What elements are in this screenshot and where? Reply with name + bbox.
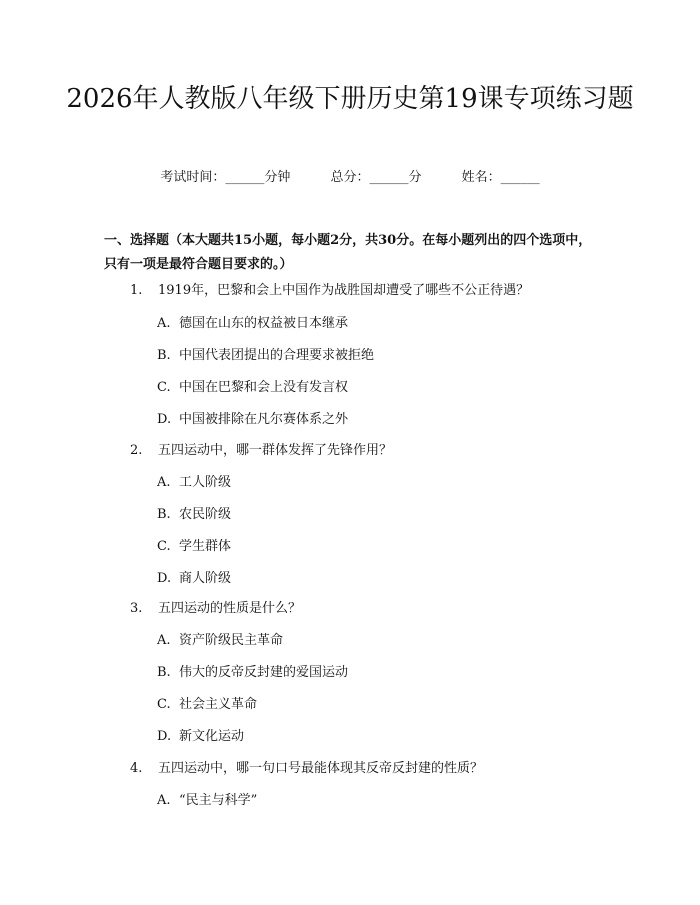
option-letter: D. bbox=[157, 729, 172, 744]
option-2d bbox=[157, 570, 231, 588]
option-1c bbox=[157, 379, 348, 397]
option-text: 中国代表团提出的合理要求被拒绝 bbox=[179, 348, 375, 363]
option-letter: A. bbox=[157, 793, 171, 808]
option-letter: C. bbox=[157, 697, 171, 712]
option-3d bbox=[157, 728, 244, 746]
question-number: 2. bbox=[130, 443, 143, 458]
option-text: 商人阶级 bbox=[179, 571, 232, 586]
question-text: 五四运动中，哪一群体发挥了先锋作用？ bbox=[158, 443, 393, 458]
option-3b bbox=[157, 664, 348, 682]
option-1d bbox=[157, 411, 348, 429]
student-name-blank: ______ bbox=[500, 170, 540, 185]
option-letter: C. bbox=[157, 539, 171, 554]
question-number: 4. bbox=[130, 761, 143, 776]
question-1 bbox=[130, 282, 529, 300]
option-3c bbox=[157, 696, 257, 714]
student-name-field: 姓名：______ bbox=[461, 170, 540, 185]
option-text: 中国在巴黎和会上没有发言权 bbox=[179, 380, 349, 395]
option-letter: D. bbox=[157, 571, 172, 586]
option-1b bbox=[157, 347, 374, 365]
option-text: 伟大的反帝反封建的爱国运动 bbox=[179, 665, 349, 680]
question-text: 五四运动中，哪一句口号最能体现其反帝反封建的性质？ bbox=[158, 761, 484, 776]
option-2b bbox=[157, 506, 231, 524]
question-number: 1. bbox=[130, 283, 143, 298]
total-score-blank: ______ bbox=[369, 170, 409, 185]
page-title: 2026年人教版八年级下册历史第19课专项练习题 bbox=[66, 84, 634, 114]
option-text: 德国在山东的权益被日本继承 bbox=[179, 316, 349, 331]
option-letter: A. bbox=[157, 475, 171, 490]
option-3a bbox=[157, 632, 283, 650]
exam-info bbox=[0, 168, 700, 188]
option-text: 工人阶级 bbox=[179, 475, 232, 490]
question-text: 1919年，巴黎和会上中国作为战胜国却遭受了哪些不公正待遇？ bbox=[158, 283, 530, 298]
option-text: 资产阶级民主革命 bbox=[179, 633, 284, 648]
question-4 bbox=[130, 760, 483, 778]
option-text: “民主与科学” bbox=[179, 793, 258, 808]
question-3 bbox=[130, 600, 301, 618]
option-4a bbox=[157, 792, 257, 810]
option-letter: D. bbox=[157, 412, 172, 427]
option-text: 学生群体 bbox=[179, 539, 232, 554]
exam-time-blank: ______ bbox=[225, 170, 265, 185]
option-text: 农民阶级 bbox=[179, 507, 232, 522]
option-2c bbox=[157, 538, 231, 556]
option-letter: A. bbox=[157, 633, 171, 648]
section-heading: 一、选择题（本大题共15小题，每小题2分，共30分。在每小题列出的四个选项中，只有一项是最符合题目要求的。） bbox=[104, 233, 592, 272]
option-2a bbox=[157, 474, 231, 492]
option-text: 新文化运动 bbox=[179, 729, 245, 744]
option-letter: A. bbox=[157, 316, 171, 331]
question-text: 五四运动的性质是什么？ bbox=[158, 601, 302, 616]
option-letter: B. bbox=[157, 348, 171, 363]
option-letter: B. bbox=[157, 507, 171, 522]
total-score-field: 总分：______分 bbox=[330, 170, 422, 185]
option-letter: C. bbox=[157, 380, 171, 395]
question-2 bbox=[130, 442, 392, 460]
question-number: 3. bbox=[130, 601, 143, 616]
option-text: 社会主义革命 bbox=[179, 697, 258, 712]
option-text: 中国被排除在凡尔赛体系之外 bbox=[179, 412, 349, 427]
exam-time-field: 考试时间：______分钟 bbox=[160, 170, 291, 185]
option-letter: B. bbox=[157, 665, 171, 680]
option-1a bbox=[157, 315, 348, 333]
